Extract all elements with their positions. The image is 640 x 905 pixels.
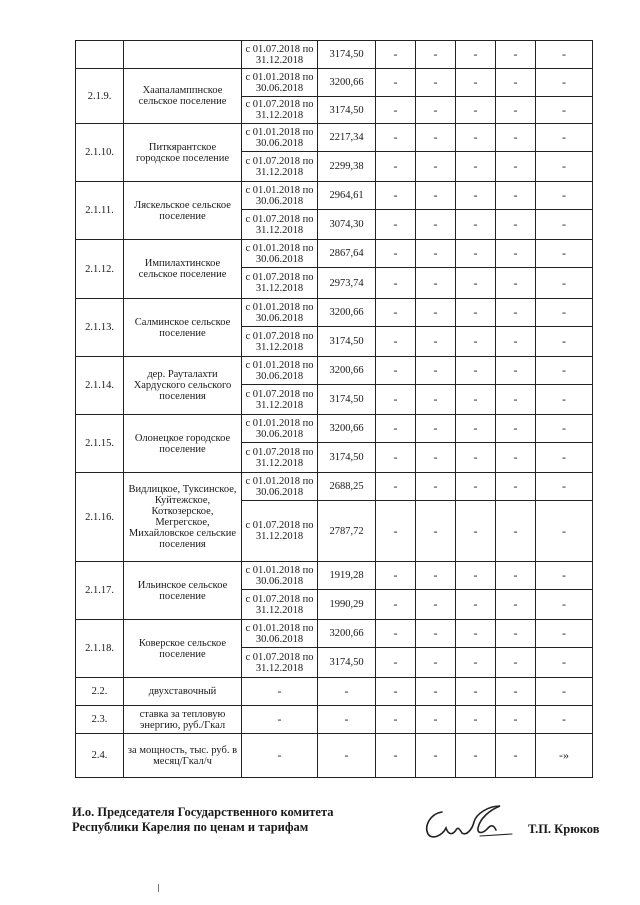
tariff-period: с 01.07.2018 по 31.12.2018 bbox=[242, 41, 318, 69]
empty-value-dash: - bbox=[536, 152, 593, 182]
tariff-period: с 01.01.2018 по 30.06.2018 bbox=[242, 562, 318, 590]
empty-value-dash: - bbox=[416, 648, 456, 678]
item-number bbox=[76, 41, 124, 69]
tariff-value: 2973,74 bbox=[318, 268, 376, 299]
tariff-component-name: двухставочный bbox=[124, 678, 242, 706]
empty-value-dash: - bbox=[456, 327, 496, 357]
tariff-period: с 01.01.2018 по 30.06.2018 bbox=[242, 415, 318, 443]
empty-value-dash: - bbox=[456, 734, 496, 778]
empty-value-dash: - bbox=[496, 357, 536, 385]
empty-value-dash: - bbox=[496, 473, 536, 501]
table-row bbox=[76, 299, 593, 327]
empty-value-dash: - bbox=[456, 124, 496, 152]
tariff-value: 3074,30 bbox=[318, 210, 376, 240]
empty-value-dash: - bbox=[416, 357, 456, 385]
empty-value-dash: - bbox=[376, 734, 416, 778]
empty-value-dash: - bbox=[242, 678, 318, 706]
table-row bbox=[76, 357, 593, 385]
signer-name: Т.П. Крюков bbox=[528, 822, 600, 836]
empty-value-dash: - bbox=[416, 210, 456, 240]
empty-value-dash: - bbox=[376, 124, 416, 152]
settlement-name: Коверское сельское поселение bbox=[124, 620, 242, 678]
tariff-period: с 01.01.2018 по 30.06.2018 bbox=[242, 620, 318, 648]
empty-value-dash: - bbox=[416, 268, 456, 299]
empty-value-dash: - bbox=[456, 415, 496, 443]
settlement-name: Видлицкое, Туксинское, Куйтежское, Коткозерское, Мегрегское, Михайловское сельские поселения bbox=[124, 473, 242, 562]
empty-value-dash: - bbox=[496, 182, 536, 210]
empty-value-dash: - bbox=[456, 152, 496, 182]
empty-value-dash: - bbox=[536, 415, 593, 443]
empty-value-dash: - bbox=[416, 41, 456, 69]
item-number: 2.1.15. bbox=[76, 415, 124, 473]
item-number: 2.1.18. bbox=[76, 620, 124, 678]
tariff-value: 3174,50 bbox=[318, 648, 376, 678]
tariff-period: с 01.07.2018 по 31.12.2018 bbox=[242, 385, 318, 415]
empty-value-dash: - bbox=[496, 240, 536, 268]
empty-value-dash: - bbox=[456, 299, 496, 327]
empty-value-dash: - bbox=[416, 327, 456, 357]
empty-value-dash: - bbox=[496, 210, 536, 240]
empty-value-dash: - bbox=[416, 443, 456, 473]
tariff-period: с 01.07.2018 по 31.12.2018 bbox=[242, 648, 318, 678]
empty-value-dash: - bbox=[376, 210, 416, 240]
empty-value-dash: - bbox=[496, 124, 536, 152]
settlement-name: Ляскельское сельское поселение bbox=[124, 182, 242, 240]
empty-value-dash: - bbox=[376, 415, 416, 443]
empty-value-dash: - bbox=[416, 706, 456, 734]
empty-value-dash: -» bbox=[536, 734, 593, 778]
empty-value-dash: - bbox=[376, 648, 416, 678]
empty-value-dash: - bbox=[318, 678, 376, 706]
tariff-component-name: за мощность, тыс. руб. в месяц/Гкал/ч bbox=[124, 734, 242, 778]
empty-value-dash: - bbox=[376, 268, 416, 299]
tariff-period: с 01.07.2018 по 31.12.2018 bbox=[242, 327, 318, 357]
empty-value-dash: - bbox=[376, 41, 416, 69]
empty-value-dash: - bbox=[416, 415, 456, 443]
empty-value-dash: - bbox=[536, 299, 593, 327]
tariff-component-name: ставка за тепловую энергию, руб./Гкал bbox=[124, 706, 242, 734]
empty-value-dash: - bbox=[536, 327, 593, 357]
empty-value-dash: - bbox=[496, 648, 536, 678]
tariff-period: с 01.07.2018 по 31.12.2018 bbox=[242, 152, 318, 182]
table-row bbox=[76, 473, 593, 501]
empty-value-dash: - bbox=[416, 562, 456, 590]
tariff-period: с 01.01.2018 по 30.06.2018 bbox=[242, 69, 318, 97]
tariff-table-body bbox=[76, 41, 593, 778]
empty-value-dash: - bbox=[456, 240, 496, 268]
tariff-value: 3200,66 bbox=[318, 620, 376, 648]
empty-value-dash: - bbox=[456, 562, 496, 590]
empty-value-dash: - bbox=[496, 706, 536, 734]
empty-value-dash: - bbox=[456, 501, 496, 562]
tariff-value: 3200,66 bbox=[318, 415, 376, 443]
handwritten-signature bbox=[420, 800, 520, 846]
empty-value-dash: - bbox=[456, 620, 496, 648]
empty-value-dash: - bbox=[376, 678, 416, 706]
item-number: 2.1.14. bbox=[76, 357, 124, 415]
tariff-table bbox=[75, 40, 593, 778]
settlement-name bbox=[124, 41, 242, 69]
tariff-value: 1919,28 bbox=[318, 562, 376, 590]
empty-value-dash: - bbox=[496, 562, 536, 590]
settlement-name: Салминское сельское поселение bbox=[124, 299, 242, 357]
empty-value-dash: - bbox=[416, 152, 456, 182]
empty-value-dash: - bbox=[536, 357, 593, 385]
empty-value-dash: - bbox=[536, 268, 593, 299]
empty-value-dash: - bbox=[496, 590, 536, 620]
empty-value-dash: - bbox=[242, 706, 318, 734]
empty-value-dash: - bbox=[456, 678, 496, 706]
empty-value-dash: - bbox=[376, 501, 416, 562]
empty-value-dash: - bbox=[536, 678, 593, 706]
empty-value-dash: - bbox=[536, 706, 593, 734]
empty-value-dash: - bbox=[416, 678, 456, 706]
empty-value-dash: - bbox=[536, 41, 593, 69]
settlement-name: Олонецкое городское поселение bbox=[124, 415, 242, 473]
table-row bbox=[76, 240, 593, 268]
tariff-period: с 01.07.2018 по 31.12.2018 bbox=[242, 97, 318, 124]
empty-value-dash: - bbox=[416, 69, 456, 97]
tariff-period: с 01.07.2018 по 31.12.2018 bbox=[242, 210, 318, 240]
empty-value-dash: - bbox=[496, 385, 536, 415]
empty-value-dash: - bbox=[456, 473, 496, 501]
item-number: 2.1.10. bbox=[76, 124, 124, 182]
empty-value-dash: - bbox=[416, 299, 456, 327]
empty-value-dash: - bbox=[536, 443, 593, 473]
tariff-value: 1990,29 bbox=[318, 590, 376, 620]
empty-value-dash: - bbox=[456, 590, 496, 620]
empty-value-dash: - bbox=[536, 648, 593, 678]
empty-value-dash: - bbox=[496, 69, 536, 97]
empty-value-dash: - bbox=[536, 562, 593, 590]
empty-value-dash: - bbox=[496, 415, 536, 443]
item-number: 2.3. bbox=[76, 706, 124, 734]
empty-value-dash: - bbox=[376, 299, 416, 327]
table-row bbox=[76, 734, 593, 778]
tariff-value: 2964,61 bbox=[318, 182, 376, 210]
item-number: 2.1.16. bbox=[76, 473, 124, 562]
empty-value-dash: - bbox=[456, 182, 496, 210]
tariff-period: с 01.07.2018 по 31.12.2018 bbox=[242, 268, 318, 299]
empty-value-dash: - bbox=[536, 385, 593, 415]
tariff-period: с 01.01.2018 по 30.06.2018 bbox=[242, 473, 318, 501]
empty-value-dash: - bbox=[456, 357, 496, 385]
tariff-period: с 01.07.2018 по 31.12.2018 bbox=[242, 501, 318, 562]
empty-value-dash: - bbox=[496, 443, 536, 473]
empty-value-dash: - bbox=[456, 97, 496, 124]
tariff-period: с 01.01.2018 по 30.06.2018 bbox=[242, 182, 318, 210]
tariff-period: с 01.01.2018 по 30.06.2018 bbox=[242, 240, 318, 268]
empty-value-dash: - bbox=[376, 706, 416, 734]
settlement-name: Импилахтинское сельское поселение bbox=[124, 240, 242, 299]
settlement-name: дер. Рауталахти Хардуского сельского поселения bbox=[124, 357, 242, 415]
table-row bbox=[76, 182, 593, 210]
empty-value-dash: - bbox=[416, 501, 456, 562]
empty-value-dash: - bbox=[242, 734, 318, 778]
empty-value-dash: - bbox=[456, 41, 496, 69]
empty-value-dash: - bbox=[376, 443, 416, 473]
empty-value-dash: - bbox=[416, 590, 456, 620]
item-number: 2.2. bbox=[76, 678, 124, 706]
tariff-period: с 01.01.2018 по 30.06.2018 bbox=[242, 299, 318, 327]
empty-value-dash: - bbox=[318, 734, 376, 778]
empty-value-dash: - bbox=[416, 734, 456, 778]
empty-value-dash: - bbox=[536, 240, 593, 268]
empty-value-dash: - bbox=[416, 473, 456, 501]
item-number: 2.1.11. bbox=[76, 182, 124, 240]
empty-value-dash: - bbox=[496, 501, 536, 562]
table-row bbox=[76, 69, 593, 97]
empty-value-dash: - bbox=[456, 69, 496, 97]
empty-value-dash: - bbox=[456, 648, 496, 678]
empty-value-dash: - bbox=[376, 182, 416, 210]
empty-value-dash: - bbox=[536, 473, 593, 501]
empty-value-dash: - bbox=[536, 124, 593, 152]
tariff-value: 3200,66 bbox=[318, 69, 376, 97]
empty-value-dash: - bbox=[376, 240, 416, 268]
settlement-name: Ильинское сельское поселение bbox=[124, 562, 242, 620]
empty-value-dash: - bbox=[416, 620, 456, 648]
settlement-name: Питкярантское городское поселение bbox=[124, 124, 242, 182]
empty-value-dash: - bbox=[496, 268, 536, 299]
item-number: 2.1.13. bbox=[76, 299, 124, 357]
item-number: 2.4. bbox=[76, 734, 124, 778]
empty-value-dash: - bbox=[496, 327, 536, 357]
item-number: 2.1.9. bbox=[76, 69, 124, 124]
empty-value-dash: - bbox=[456, 443, 496, 473]
tariff-value: 3174,50 bbox=[318, 97, 376, 124]
tariff-period: с 01.01.2018 по 30.06.2018 bbox=[242, 357, 318, 385]
table-row bbox=[76, 562, 593, 590]
empty-value-dash: - bbox=[536, 620, 593, 648]
empty-value-dash: - bbox=[456, 706, 496, 734]
item-number: 2.1.17. bbox=[76, 562, 124, 620]
empty-value-dash: - bbox=[376, 385, 416, 415]
empty-value-dash: - bbox=[496, 152, 536, 182]
empty-value-dash: - bbox=[496, 299, 536, 327]
tariff-value: 3174,50 bbox=[318, 443, 376, 473]
empty-value-dash: - bbox=[376, 357, 416, 385]
empty-value-dash: - bbox=[376, 473, 416, 501]
empty-value-dash: - bbox=[416, 97, 456, 124]
tariff-value: 3200,66 bbox=[318, 357, 376, 385]
table-row bbox=[76, 706, 593, 734]
tariff-period: с 01.07.2018 по 31.12.2018 bbox=[242, 443, 318, 473]
tariff-value: 2867,64 bbox=[318, 240, 376, 268]
empty-value-dash: - bbox=[456, 268, 496, 299]
empty-value-dash: - bbox=[496, 678, 536, 706]
empty-value-dash: - bbox=[416, 240, 456, 268]
table-row bbox=[76, 41, 593, 69]
empty-value-dash: - bbox=[376, 327, 416, 357]
empty-value-dash: - bbox=[496, 41, 536, 69]
tariff-value: 3174,50 bbox=[318, 385, 376, 415]
empty-value-dash: - bbox=[536, 182, 593, 210]
empty-value-dash: - bbox=[496, 97, 536, 124]
table-row bbox=[76, 124, 593, 152]
empty-value-dash: - bbox=[536, 501, 593, 562]
tariff-period: с 01.07.2018 по 31.12.2018 bbox=[242, 590, 318, 620]
empty-value-dash: - bbox=[376, 69, 416, 97]
empty-value-dash: - bbox=[536, 590, 593, 620]
settlement-name: Хаапаламппнское сельское поселение bbox=[124, 69, 242, 124]
empty-value-dash: - bbox=[376, 620, 416, 648]
empty-value-dash: - bbox=[416, 385, 456, 415]
empty-value-dash: - bbox=[496, 620, 536, 648]
scan-mark bbox=[158, 884, 159, 892]
empty-value-dash: - bbox=[496, 734, 536, 778]
table-row bbox=[76, 415, 593, 443]
tariff-value: 2688,25 bbox=[318, 473, 376, 501]
tariff-value: 2787,72 bbox=[318, 501, 376, 562]
empty-value-dash: - bbox=[318, 706, 376, 734]
tariff-value: 2217,34 bbox=[318, 124, 376, 152]
empty-value-dash: - bbox=[416, 182, 456, 210]
footer-signature-block bbox=[72, 805, 392, 835]
empty-value-dash: - bbox=[456, 385, 496, 415]
tariff-value: 3174,50 bbox=[318, 327, 376, 357]
tariff-value: 2299,38 bbox=[318, 152, 376, 182]
tariff-value: 3174,50 bbox=[318, 41, 376, 69]
empty-value-dash: - bbox=[376, 152, 416, 182]
item-number: 2.1.12. bbox=[76, 240, 124, 299]
empty-value-dash: - bbox=[416, 124, 456, 152]
tariff-period: с 01.01.2018 по 30.06.2018 bbox=[242, 124, 318, 152]
footer-title-line-1: И.о. Председателя Государственного комитета bbox=[72, 805, 334, 819]
empty-value-dash: - bbox=[456, 210, 496, 240]
table-row bbox=[76, 620, 593, 648]
table-row bbox=[76, 678, 593, 706]
empty-value-dash: - bbox=[536, 210, 593, 240]
tariff-value: 3200,66 bbox=[318, 299, 376, 327]
empty-value-dash: - bbox=[376, 590, 416, 620]
empty-value-dash: - bbox=[536, 97, 593, 124]
footer-title-line-2: Республики Карелия по ценам и тарифам bbox=[72, 820, 309, 834]
empty-value-dash: - bbox=[376, 562, 416, 590]
empty-value-dash: - bbox=[376, 97, 416, 124]
empty-value-dash: - bbox=[536, 69, 593, 97]
